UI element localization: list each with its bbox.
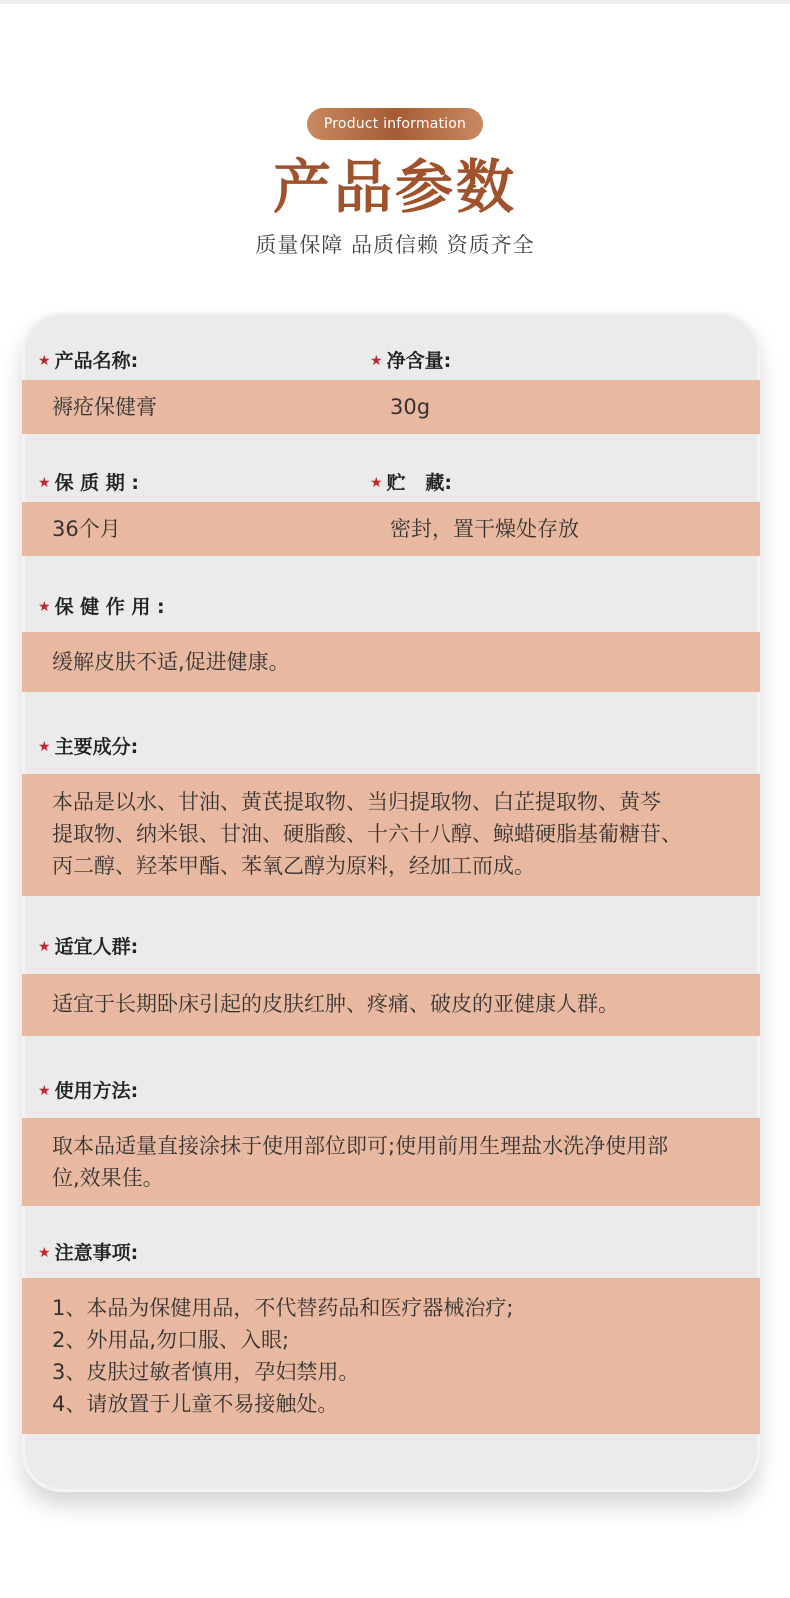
usage-line: 位,效果佳。 bbox=[52, 1166, 164, 1190]
value-row-ingredients bbox=[22, 774, 760, 896]
notes-line: 4、请放置于儿童不易接触处。 bbox=[52, 1392, 339, 1416]
name-label: ★ 产品名称: bbox=[38, 350, 139, 372]
ingredients-line: 本品是以水、甘油、黄芪提取物、当归提取物、白芷提取物、黄芩 bbox=[52, 790, 661, 814]
usage-value bbox=[52, 1130, 742, 1194]
parameter-card bbox=[22, 312, 760, 1492]
usage-label: ★ 使用方法: bbox=[38, 1080, 139, 1102]
value-row-function bbox=[22, 632, 760, 692]
function-value: 缓解皮肤不适,促进健康。 bbox=[52, 650, 290, 674]
storage-value: 密封，置干燥处存放 bbox=[390, 517, 579, 541]
notes-line: 2、外用品,勿口服、入眼; bbox=[52, 1328, 290, 1352]
ingredients-value bbox=[52, 786, 742, 882]
audience-value: 适宜于长期卧床引起的皮肤红肿、疼痛、破皮的亚健康人群。 bbox=[52, 992, 619, 1016]
shelf-value: 36个月 bbox=[52, 517, 121, 541]
usage-line: 取本品适量直接涂抹于使用部位即可;使用前用生理盐水洗净使用部 bbox=[52, 1134, 669, 1158]
name-value: 褥疮保健膏 bbox=[52, 395, 157, 419]
notes-value bbox=[52, 1292, 742, 1420]
shelf-label: ★ 保 质 期 : bbox=[38, 472, 140, 494]
star-icon: ★ bbox=[38, 1083, 51, 1099]
star-icon: ★ bbox=[38, 939, 51, 955]
top-divider bbox=[0, 0, 790, 4]
net-label: ★ 净含量: bbox=[370, 350, 452, 372]
star-icon: ★ bbox=[370, 353, 383, 369]
value-row-shelf bbox=[22, 502, 760, 556]
star-icon: ★ bbox=[38, 599, 51, 615]
notes-label: ★ 注意事项: bbox=[38, 1242, 139, 1264]
star-icon: ★ bbox=[38, 475, 51, 491]
value-row-name bbox=[22, 380, 760, 434]
star-icon: ★ bbox=[38, 353, 51, 369]
value-row-audience bbox=[22, 974, 760, 1036]
notes-line: 1、本品为保健用品，不代替药品和医疗器械治疗; bbox=[52, 1296, 514, 1320]
ingredients-line: 丙二醇、羟苯甲酯、苯氧乙醇为原料，经加工而成。 bbox=[52, 854, 535, 878]
page-title: 产品参数 bbox=[272, 153, 517, 221]
star-icon: ★ bbox=[38, 739, 51, 755]
ingredients-line: 提取物、纳米银、甘油、硬脂酸、十六十八醇、鲸蜡硬脂基葡糖苷、 bbox=[52, 822, 682, 846]
function-label: ★ 保 健 作 用 : bbox=[38, 596, 165, 618]
audience-label: ★ 适宜人群: bbox=[38, 936, 139, 958]
value-row-notes bbox=[22, 1278, 760, 1434]
storage-label: ★ 贮 藏: bbox=[370, 472, 453, 494]
product-info-badge: Product information bbox=[307, 108, 483, 140]
header bbox=[0, 108, 790, 260]
notes-line: 3、皮肤过敏者慎用，孕妇禁用。 bbox=[52, 1360, 360, 1384]
ingredients-label: ★ 主要成分: bbox=[38, 736, 139, 758]
star-icon: ★ bbox=[38, 1245, 51, 1261]
page-subtitle: 质量保障 品质信赖 资质齐全 bbox=[255, 233, 535, 257]
star-icon: ★ bbox=[370, 475, 383, 491]
value-row-usage bbox=[22, 1118, 760, 1206]
net-value: 30g bbox=[390, 395, 431, 419]
